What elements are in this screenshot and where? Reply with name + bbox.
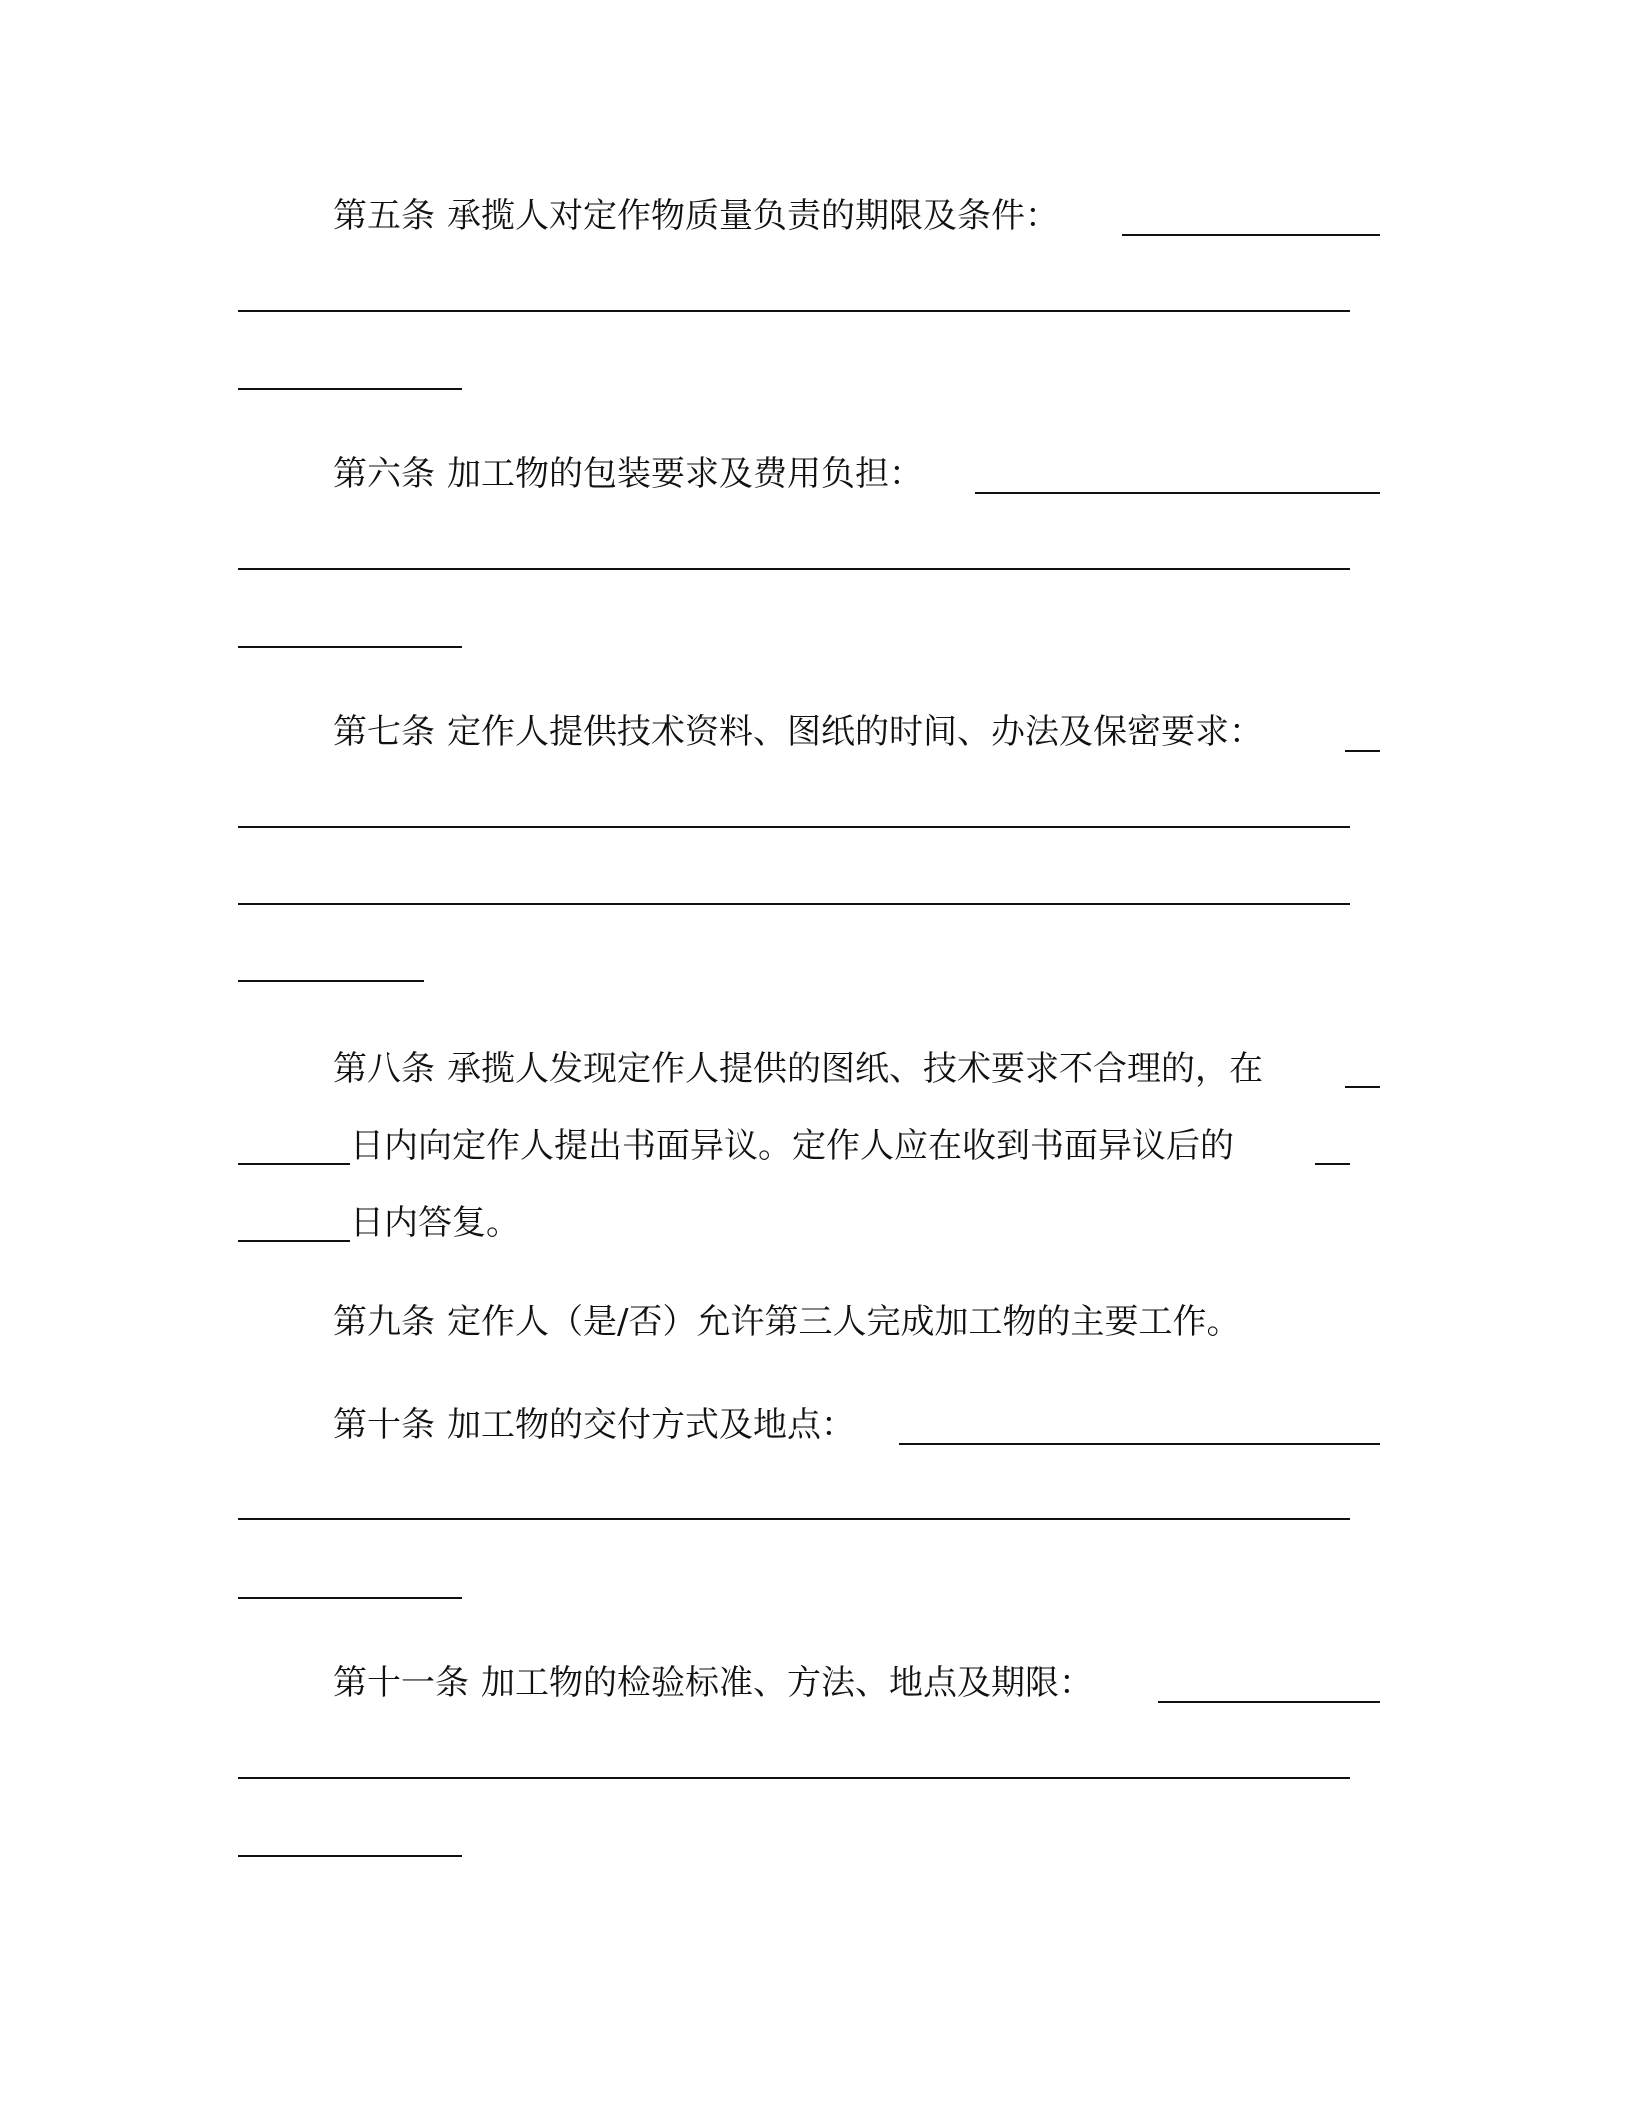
article-5-text: 承揽人对定作物质量负责的期限及条件： [447,196,1059,236]
article-9-line [333,1302,1240,1342]
article-5-blank-1[interactable] [1122,234,1380,236]
article-11-line [333,1663,1093,1703]
article-8-blank-1b[interactable] [238,1163,350,1165]
article-6-blank-3[interactable] [238,646,462,648]
article-8-line-3 [350,1203,520,1243]
article-11-blank-3[interactable] [238,1855,462,1857]
article-9-label: 第九条 [333,1302,435,1342]
article-8-text-2: 日内向定作人提出书面异议。定作人应在收到书面异议后的 [350,1126,1234,1166]
article-5-line [333,196,1059,236]
article-6-label: 第六条 [333,454,435,494]
article-10-label: 第十条 [333,1405,435,1445]
article-11-label: 第十一条 [333,1663,469,1703]
article-10-blank-3[interactable] [238,1597,462,1599]
article-6-blank-1[interactable] [975,492,1380,494]
article-6-text: 加工物的包装要求及费用负担： [447,454,923,494]
article-8-label: 第八条 [333,1049,435,1089]
article-7-blank-1[interactable] [1345,750,1380,752]
article-9-text: 定作人（是/否）允许第三人完成加工物的主要工作。 [447,1302,1241,1342]
article-10-line [333,1405,855,1445]
article-7-line [333,712,1263,752]
article-10-text: 加工物的交付方式及地点： [447,1405,855,1445]
article-8-blank-2a[interactable] [1315,1163,1350,1165]
article-10-blank-2[interactable] [238,1518,1350,1520]
article-11-text: 加工物的检验标准、方法、地点及期限： [481,1663,1093,1703]
article-8-line-1 [333,1049,1263,1089]
article-7-blank-3[interactable] [238,903,1350,905]
article-8-blank-1a[interactable] [1345,1086,1380,1088]
article-6-blank-2[interactable] [238,568,1350,570]
article-5-label: 第五条 [333,196,435,236]
article-8-text-1: 承揽人发现定作人提供的图纸、技术要求不合理的，在 [447,1049,1263,1089]
article-8-line-2 [350,1126,1234,1166]
article-7-blank-2[interactable] [238,826,1350,828]
article-7-text: 定作人提供技术资料、图纸的时间、办法及保密要求： [447,712,1263,752]
article-6-line [333,454,923,494]
article-7-label: 第七条 [333,712,435,752]
article-11-blank-2[interactable] [238,1777,1350,1779]
article-8-blank-2b[interactable] [238,1240,350,1242]
article-5-blank-3[interactable] [238,388,462,390]
article-10-blank-1[interactable] [899,1443,1380,1445]
article-5-blank-2[interactable] [238,310,1350,312]
article-8-text-3: 日内答复。 [350,1203,520,1243]
article-7-blank-4[interactable] [238,980,424,982]
article-11-blank-1[interactable] [1158,1701,1380,1703]
